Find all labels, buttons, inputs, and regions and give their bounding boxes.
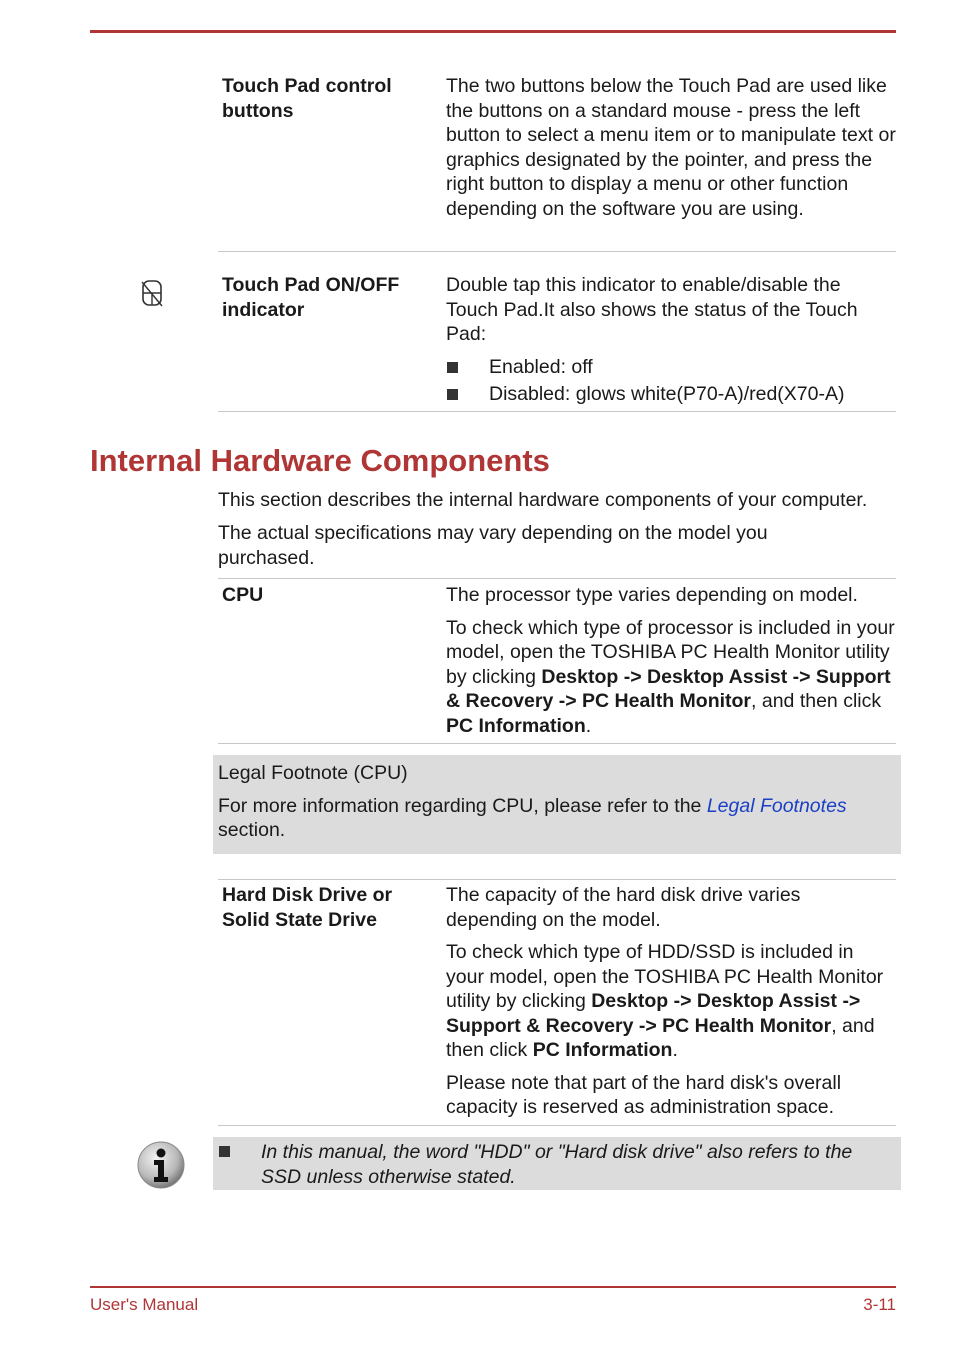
legal-footnotes-link[interactable]: Legal Footnotes — [706, 794, 847, 817]
menu-path: Desktop -> Desktop Assist -> Support & Recovery -> PC Health Monitor — [446, 990, 861, 1037]
hdd-note-box — [213, 1137, 901, 1190]
row-divider — [218, 743, 896, 744]
touchpad-buttons-term: Touch Pad control buttons — [222, 75, 392, 122]
menu-path: Desktop -> Desktop Assist -> Support & Recovery -> PC Health Monitor — [446, 665, 891, 712]
hdd-note-text: In this manual, the word "HDD" or "Hard disk drive" also refers to the SSD unless otherwise stated. — [261, 1141, 853, 1188]
row-divider — [218, 251, 896, 252]
section-intro: This section describes the internal hardware components of your computer. — [218, 489, 868, 511]
legal-footnote-title: Legal Footnote (CPU) — [218, 762, 408, 784]
touchpad-indicator-text: Double tap this indicator to enable/disable the Touch Pad.It also shows the status of the Touch Pad: — [446, 274, 858, 345]
touchpad-buttons-text: The two buttons below the Touch Pad are used like the buttons on a standard mouse - press the left button to select a menu item or to manipulate text or graphics designated by the pointer, and press the right button to display a menu or other function depending on the software you are using. — [446, 75, 896, 220]
hdd-check-text: To check which type of HDD/SSD is included in your model, open the TOSHIBA PC Health Monitor utility by clicking Desktop -> Desktop Assist -> Support & Recovery -> PC Health Monitor, and then click PC Information. — [446, 941, 884, 1061]
footer-rule — [90, 1286, 896, 1288]
row-divider — [218, 411, 896, 412]
header-rule — [90, 30, 896, 33]
cpu-term: CPU — [222, 584, 264, 606]
bullet-square — [219, 1146, 230, 1157]
footer-title: User's Manual — [90, 1295, 199, 1314]
list-item: Disabled: glows white(P70-A)/red(X70-A) — [446, 382, 896, 409]
hdd-term: Hard Disk Drive or Solid State Drive — [222, 884, 393, 931]
legal-footnote-box — [213, 755, 901, 854]
cpu-desc — [446, 583, 896, 746]
touchpad-indicator-icon — [140, 280, 164, 308]
row-divider — [218, 879, 896, 880]
touchpad-indicator-desc — [446, 273, 896, 409]
cpu-check-text: To check which type of processor is included in your model, open the TOSHIBA PC Health Monitor utility by clicking Desktop -> Desktop Assist -> Support & Recovery -> PC Health Monitor, and then click PC Information. — [446, 616, 895, 737]
row-divider — [218, 1125, 896, 1126]
hdd-desc-text: The capacity of the hard disk drive varies depending on the model. — [446, 884, 801, 931]
hdd-capacity-note: Please note that part of the hard disk's overall capacity is reserved as administration space. — [446, 1071, 842, 1118]
legal-footnote-text: For more information regarding CPU, please refer to the Legal Footnotes section. — [218, 794, 847, 841]
touchpad-indicator-term: Touch Pad ON/OFF indicator — [222, 274, 400, 321]
row-divider — [218, 578, 896, 579]
cpu-desc-text: The processor type varies depending on model. — [446, 584, 858, 606]
pc-information-label: PC Information — [532, 1039, 673, 1061]
hdd-desc — [446, 883, 896, 1128]
page-number: 3-11 — [863, 1295, 896, 1314]
list-item: Enabled: off — [446, 355, 896, 382]
touchpad-buttons-desc — [446, 74, 896, 229]
pc-information-label: PC Information — [446, 714, 586, 737]
section-intro-note: The actual specifications may vary depending on the model you purchased. — [218, 522, 768, 569]
info-icon — [136, 1140, 186, 1190]
section-title: Internal Hardware Components — [90, 443, 550, 478]
touchpad-status-list — [446, 355, 896, 409]
